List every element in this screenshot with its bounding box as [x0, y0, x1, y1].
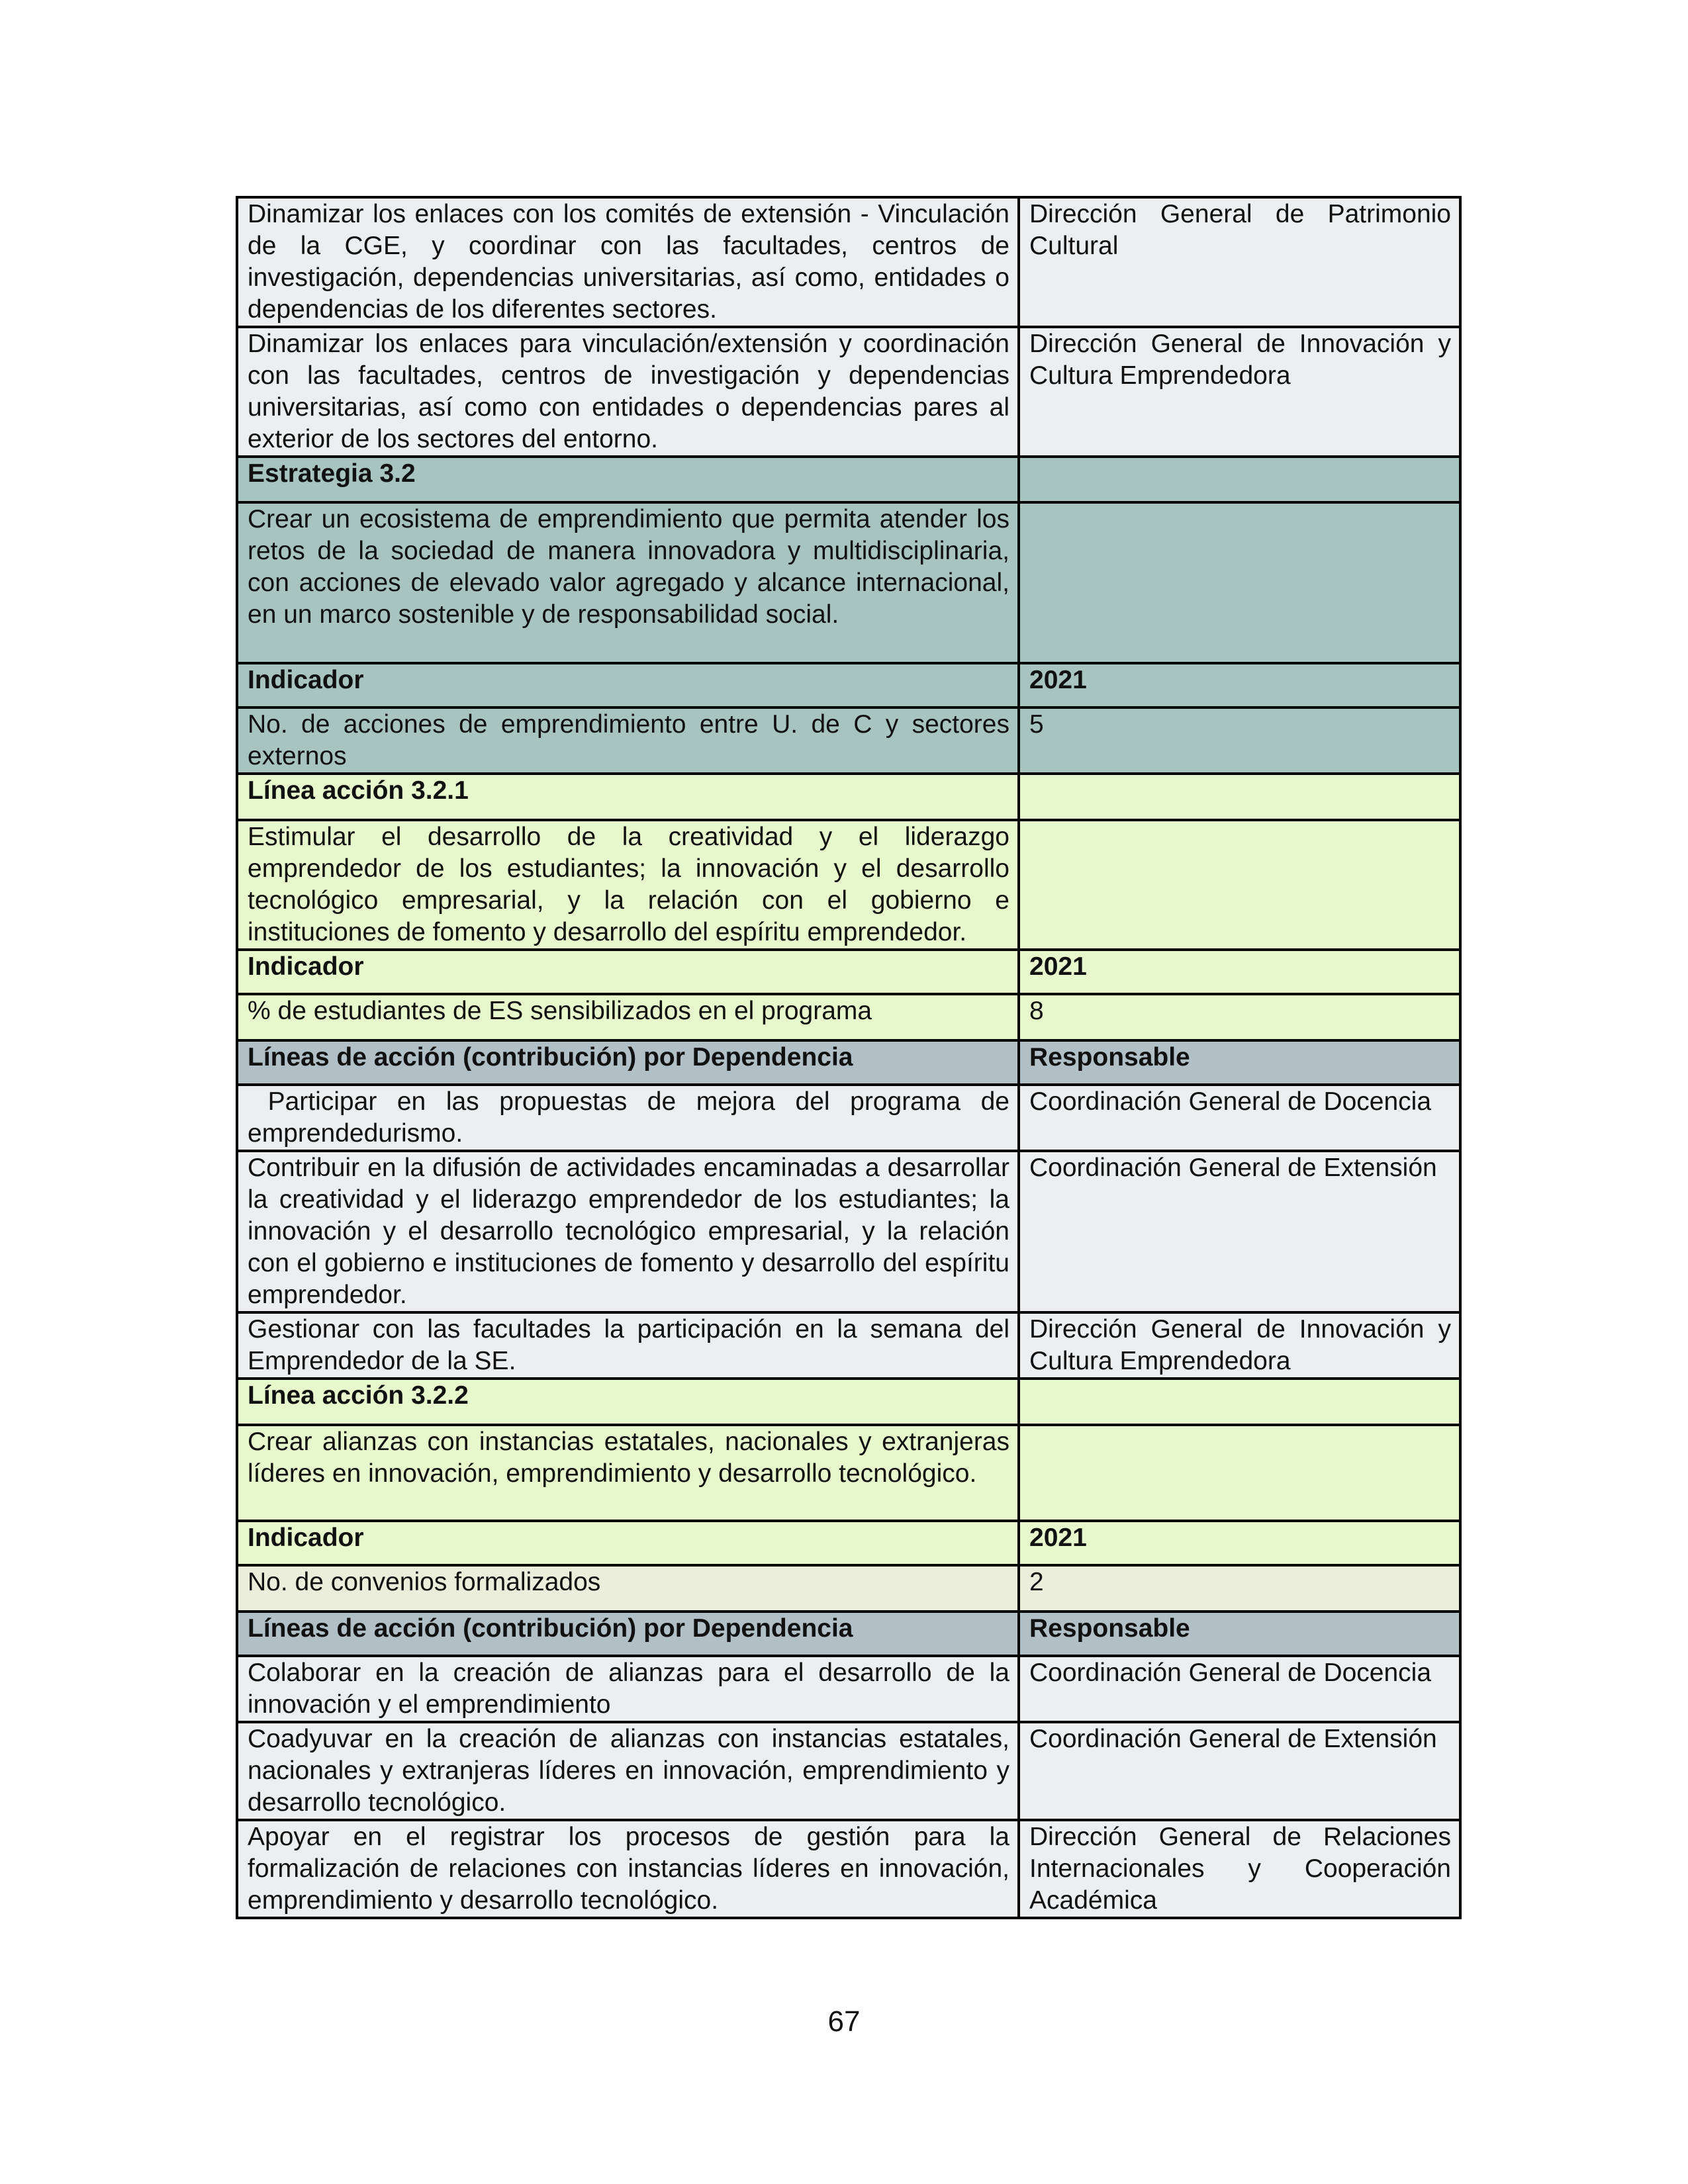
table-row [237, 327, 1460, 457]
table-row [237, 1722, 1460, 1820]
indicator-header-row [237, 663, 1460, 707]
action-line-description: Estimular el desarrollo de la creatividad y el liderazgo emprendedor de los estudiantes; la innovación y el desarrollo tecnológico empresarial, y la relación con el gobierno e instituciones de fomento y desarrollo del espíritu emprendedor. [237, 820, 1019, 950]
action-line-cell: Dinamizar los enlaces para vinculación/extensión y coordinación con las facultades, centros de investigación y dependencias universitarias, así como con entidades o dependencias pares al exterior de los sectores del entorno. [237, 327, 1019, 457]
action-line-cell: Colaborar en la creación de alianzas para el desarrollo de la innovación y el emprendimiento [237, 1656, 1019, 1722]
indicator-value: 8 [1019, 994, 1460, 1040]
indicator-row [237, 1565, 1460, 1612]
empty-cell [1019, 1379, 1460, 1425]
indicator-row [237, 707, 1460, 774]
action-line-cell: Dinamizar los enlaces con los comités de extensión - Vinculación de la CGE, y coordinar con las facultades, centros de investigación, dependencias universitarias, así como, entidades o dependencias de los diferentes sectores. [237, 197, 1019, 327]
table-row [237, 1656, 1460, 1722]
column-header-action-lines: Líneas de acción (contribución) por Dependencia [237, 1612, 1019, 1656]
action-line-cell: Gestionar con las facultades la participación en la semana del Emprendedor de la SE. [237, 1312, 1019, 1379]
indicator-description: No. de convenios formalizados [237, 1565, 1019, 1612]
indicator-header-row [237, 950, 1460, 994]
strategy-table-body [237, 197, 1460, 1918]
responsible-cell: Coordinación General de Docencia [1019, 1656, 1460, 1722]
column-header-action-lines: Líneas de acción (contribución) por Dependencia [237, 1040, 1019, 1085]
page-number: 67 [827, 2005, 861, 2038]
action-line-cell: Apoyar en el registrar los procesos de gestión para la formalización de relaciones con instancias líderes en innovación, emprendimiento y desarrollo tecnológico. [237, 1820, 1019, 1918]
indicator-year: 2021 [1019, 663, 1460, 707]
table-row [237, 1820, 1460, 1918]
responsible-cell: Dirección General de Relaciones Internacionales y Cooperación Académica [1019, 1820, 1460, 1918]
responsible-cell: Coordinación General de Extensión [1019, 1722, 1460, 1820]
column-header-responsible: Responsable [1019, 1040, 1460, 1085]
indicator-description: % de estudiantes de ES sensibilizados en el programa [237, 994, 1019, 1040]
table-row [237, 197, 1460, 327]
empty-cell [1019, 820, 1460, 950]
table-row [237, 1312, 1460, 1379]
responsible-cell: Dirección General de Innovación y Cultura Emprendedora [1019, 327, 1460, 457]
indicator-value: 2 [1019, 1565, 1460, 1612]
responsible-cell: Dirección General de Innovación y Cultura Emprendedora [1019, 1312, 1460, 1379]
indicator-label: Indicador [237, 950, 1019, 994]
strategy-title: Estrategia 3.2 [237, 457, 1019, 502]
strategy-description: Crear un ecosistema de emprendimiento que permita atender los retos de la sociedad de manera innovadora y multidisciplinaria, con acciones de elevado valor agregado y alcance internacional, en un marco sostenible y de responsabilidad social. [237, 502, 1019, 663]
indicator-label: Indicador [237, 1521, 1019, 1565]
indicator-description: No. de acciones de emprendimiento entre U. de C y sectores externos [237, 707, 1019, 774]
strategy-table [236, 196, 1462, 1919]
indicator-label: Indicador [237, 663, 1019, 707]
responsible-cell: Coordinación General de Docencia [1019, 1085, 1460, 1151]
column-header-row [237, 1040, 1460, 1085]
responsible-cell: Coordinación General de Extensión [1019, 1151, 1460, 1312]
empty-cell [1019, 502, 1460, 663]
strategy-description-row [237, 502, 1460, 663]
indicator-value: 5 [1019, 707, 1460, 774]
action-line-description-row [237, 1425, 1460, 1521]
column-header-row [237, 1612, 1460, 1656]
column-header-responsible: Responsable [1019, 1612, 1460, 1656]
action-line-cell: Participar en las propuestas de mejora del programa de emprendedurismo. [237, 1085, 1019, 1151]
empty-cell [1019, 774, 1460, 820]
action-line-title: Línea acción 3.2.1 [237, 774, 1019, 820]
action-line-description-row [237, 820, 1460, 950]
empty-cell [1019, 457, 1460, 502]
action-line-title: Línea acción 3.2.2 [237, 1379, 1019, 1425]
action-line-cell: Contribuir en la difusión de actividades encaminadas a desarrollar la creatividad y el liderazgo emprendedor de los estudiantes; la innovación y el desarrollo tecnológico empresarial, y la relación con el gobierno e instituciones de fomento y desarrollo del espíritu emprendedor. [237, 1151, 1019, 1312]
empty-cell [1019, 1425, 1460, 1521]
table-row [237, 1151, 1460, 1312]
action-line-cell: Coadyuvar en la creación de alianzas con instancias estatales, nacionales y extranjeras líderes en innovación, emprendimiento y desarrollo tecnológico. [237, 1722, 1019, 1820]
indicator-row [237, 994, 1460, 1040]
action-line-description: Crear alianzas con instancias estatales, nacionales y extranjeras líderes en innovación, emprendimiento y desarrollo tecnológico. [237, 1425, 1019, 1521]
responsible-cell: Dirección General de Patrimonio Cultural [1019, 197, 1460, 327]
action-line-title-row [237, 774, 1460, 820]
indicator-year: 2021 [1019, 1521, 1460, 1565]
indicator-header-row [237, 1521, 1460, 1565]
table-row [237, 1085, 1460, 1151]
strategy-title-row [237, 457, 1460, 502]
indicator-year: 2021 [1019, 950, 1460, 994]
action-line-title-row [237, 1379, 1460, 1425]
